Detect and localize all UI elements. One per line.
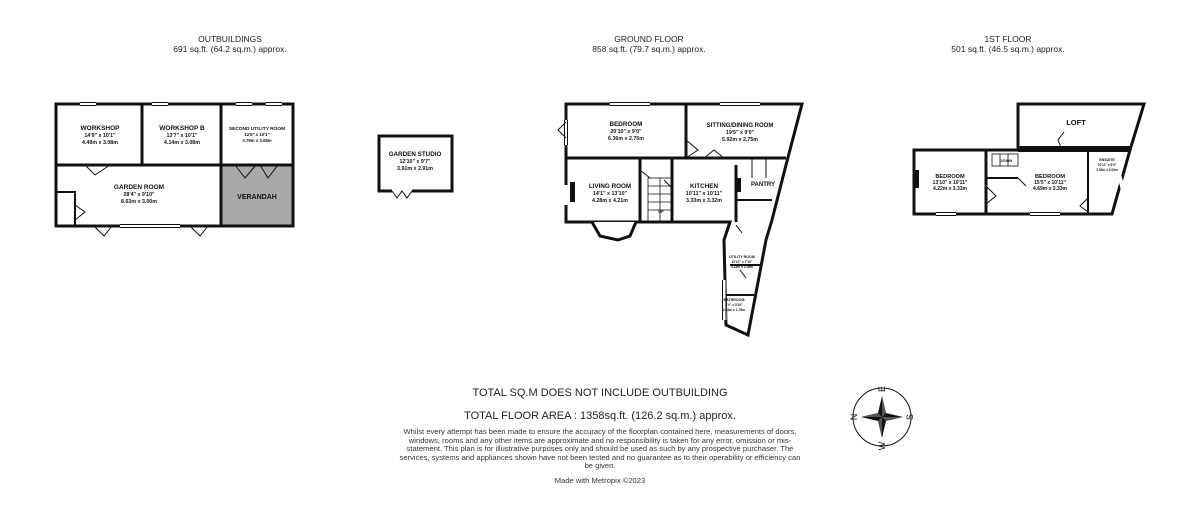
bedroom-1a-name: BEDROOM xyxy=(935,174,965,180)
kitchen-name: KITCHEN xyxy=(690,183,718,190)
garden-room-name: GARDEN ROOM xyxy=(113,184,165,191)
outbuildings-title: OUTBUILDINGS xyxy=(198,34,262,44)
second-utility-name: SECOND UTILITY ROOM xyxy=(228,127,286,132)
living-room-dim-metric: 4.28m x 4.21m xyxy=(592,198,628,204)
workshop-dim-imperial: 14'9" x 10'1" xyxy=(84,133,116,139)
utility-room-dim-metric: 3.33m x 2.39m xyxy=(730,265,754,269)
fireplace-bedroom xyxy=(914,170,919,188)
loft-divider xyxy=(1018,146,1130,152)
outbuilding-note: TOTAL SQ.M DOES NOT INCLUDE OUTBUILDING xyxy=(472,387,728,399)
bedroom-1a-dim-metric: 4.22m x 3.33m xyxy=(933,186,967,192)
stair-up-label: UP xyxy=(658,209,664,214)
second-utility-dim-imperial: 12'5" x 10'1" xyxy=(244,132,270,137)
ground-floor-area: 858 sq.ft. (79.7 sq.m.) approx. xyxy=(592,44,706,54)
sitting-dining-dim-imperial: 19'5" x 9'0" xyxy=(725,130,755,136)
pantry-name: PANTRY xyxy=(751,182,775,188)
verandah-name: VERANDAH xyxy=(237,194,277,201)
second-utility-dim-metric: 3.79m x 3.08m xyxy=(242,138,272,143)
fireplace-living xyxy=(570,182,575,202)
bedroom-ground-dim-metric: 6.36m x 2.75m xyxy=(608,136,644,142)
garden-studio-dim-imperial: 12'10" x 9'7" xyxy=(399,159,431,165)
bedroom-1a-dim-imperial: 13'10" x 10'11" xyxy=(932,180,968,186)
garden-studio-name: GARDEN STUDIO xyxy=(388,151,442,158)
first-floor-area: 501 sq.ft. (46.5 sq.m.) approx. xyxy=(951,44,1065,54)
workshop-b-dim-metric: 4.14m x 3.08m xyxy=(164,140,200,146)
living-room-dim-imperial: 14'1" x 13'10" xyxy=(592,191,628,197)
stair-down-label: DOWN xyxy=(999,158,1013,163)
bathroom-name: BATHROOM xyxy=(723,298,745,302)
workshop-b-name: WORKSHOP B xyxy=(159,125,205,132)
garden-room-dim-imperial: 28'4" x 9'10" xyxy=(123,192,155,198)
living-room-name: LIVING ROOM xyxy=(588,183,632,190)
ensuite-dim-imperial: 10'11" x 6'9" xyxy=(1097,163,1117,167)
ensuite-dim-metric: 3.33m x 2.06m xyxy=(1096,168,1118,172)
made-with-credit: Made with Metropix ©2023 xyxy=(554,476,646,485)
compass-e: E xyxy=(877,385,887,393)
bedroom-1b-name: BEDROOM xyxy=(1034,174,1066,180)
workshop-b-dim-imperial: 13'7" x 10'1" xyxy=(166,133,198,139)
garden-studio-dim-metric: 3.91m x 2.91m xyxy=(397,166,433,172)
kitchen-dim-imperial: 10'11" x 10'11" xyxy=(685,191,723,197)
fireplace-kitchen xyxy=(736,178,741,192)
bedroom-1b-dim-metric: 4.69m x 3.33m xyxy=(1033,186,1067,192)
bathroom-dim-imperial: 8'4" x 5'10" xyxy=(725,303,743,307)
sitting-dining-name: SITTING/DINING ROOM xyxy=(706,123,774,129)
compass-w: W xyxy=(877,441,887,451)
workshop-dim-metric: 4.49m x 3.08m xyxy=(82,140,118,146)
workshop-name: WORKSHOP xyxy=(80,125,120,132)
disclaimer: Whilst every attempt has been made to ensure the accuracy of the floorplan contained here, measurements of doors, windows, rooms and any other items are approximate and no responsibility is taken for any error, omission or mis-statement. This plan is for illustrative purposes only and should be used as such by any prospective purchaser. The services, systems and appliances shown have not been tested and no guarantee as to their operability or efficiency can be given. xyxy=(399,427,801,471)
bathroom-dim-metric: 2.54m x 1.78m xyxy=(722,308,746,312)
total-floor-area: TOTAL FLOOR AREA : 1358sq.ft. (126.2 sq.m.) approx. xyxy=(464,410,736,422)
kitchen-dim-metric: 3.33m x 3.32m xyxy=(686,198,722,204)
bedroom-ground-name: BEDROOM xyxy=(609,121,643,128)
first-floor-title: 1ST FLOOR xyxy=(984,34,1032,44)
compass-s: S xyxy=(905,413,915,421)
pantry-shelves xyxy=(752,158,766,178)
living-room-bay xyxy=(592,222,636,240)
utility-room-name: UTILITY ROOM xyxy=(729,255,755,259)
utility-room-dim-imperial: 10'11" x 7'10" xyxy=(731,260,753,264)
compass-rose-icon xyxy=(849,386,915,450)
garden-room-dim-metric: 8.63m x 3.00m xyxy=(121,199,157,205)
ground-floor-title: GROUND FLOOR xyxy=(614,34,684,44)
sitting-dining-dim-metric: 5.92m x 2.75m xyxy=(722,137,758,143)
bedroom-1b-dim-imperial: 15'5" x 10'11" xyxy=(1034,180,1066,186)
ground-floor-plan xyxy=(566,104,802,335)
compass-n: N xyxy=(849,413,859,421)
outbuildings-area: 691 sq.ft. (64.2 sq.m.) approx. xyxy=(173,44,287,54)
ensuite-name: ENSUITE xyxy=(1099,158,1115,162)
bedroom-ground-dim-imperial: 20'10" x 9'0" xyxy=(610,129,642,135)
outbuildings-plan xyxy=(56,104,293,226)
loft-name: LOFT xyxy=(1066,118,1086,127)
